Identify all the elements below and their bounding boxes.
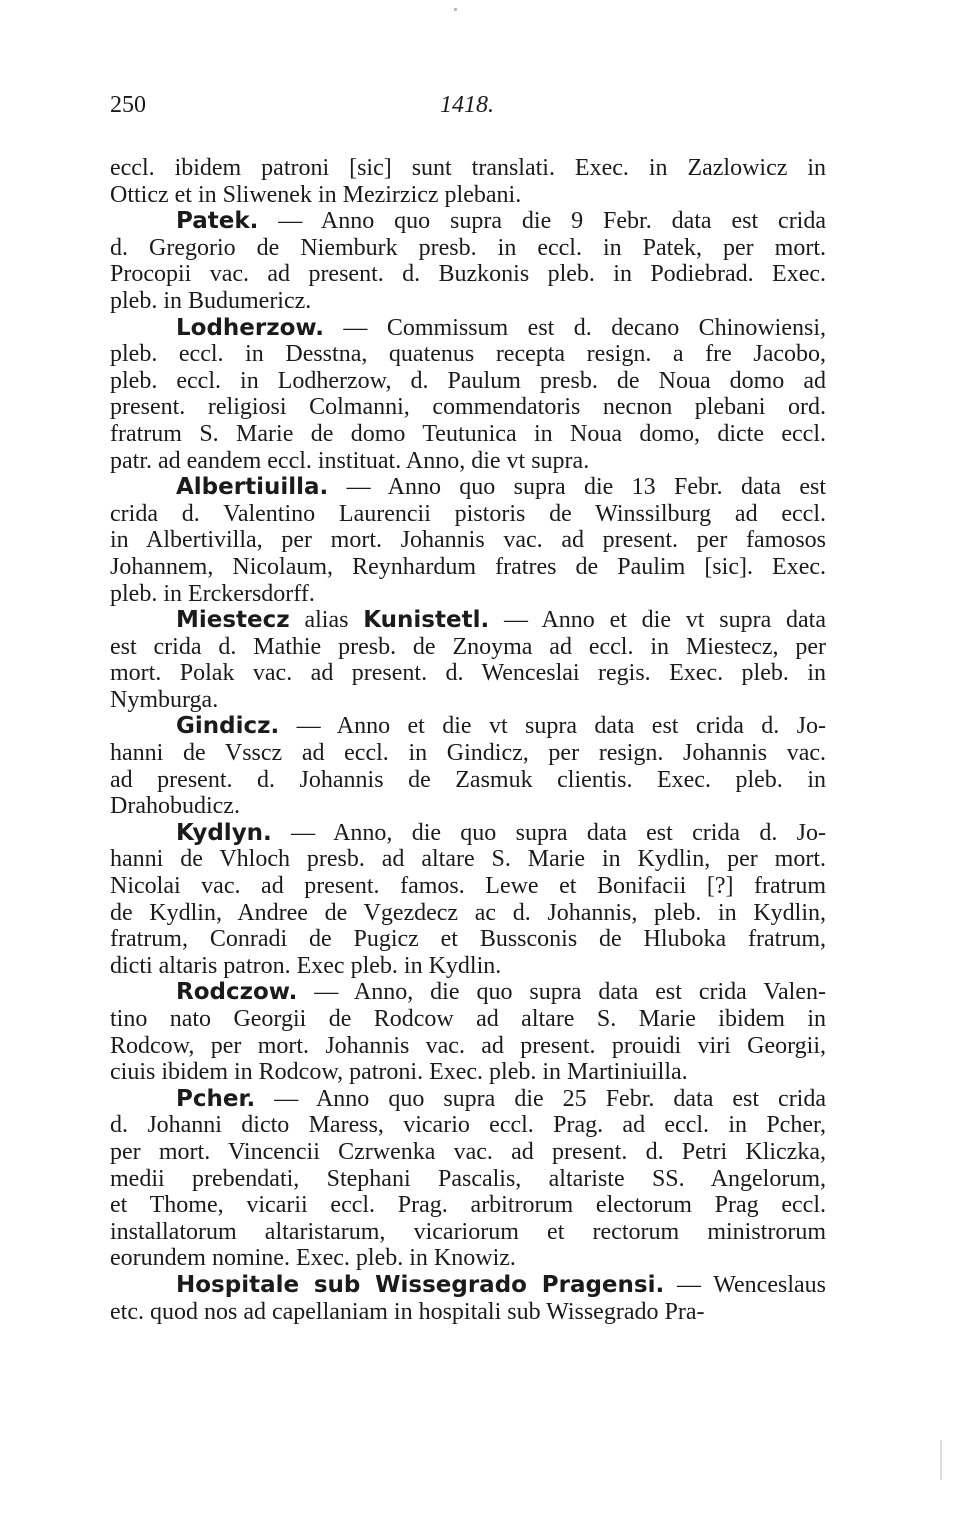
entry-first-line <box>110 607 826 634</box>
entry-heading: Miestecz <box>176 607 290 634</box>
entry-heading: Hospitale sub Wissegrado Pragensi. <box>176 1271 665 1298</box>
entry-first-line <box>110 713 826 740</box>
text-line: Johannem, Nicolaum, Reynhardum fratres de Paulim [sic]. Exec. <box>110 553 826 580</box>
text-line: pleb. in Erckersdorff. <box>110 580 315 607</box>
entry-first-line <box>110 208 826 235</box>
text-line: in Albertivilla, per mort. Johannis vac. ad present. per famosos <box>110 527 826 554</box>
text-line: de Kydlin, Andree de Vgezdecz ac d. Johannis, pleb. in Kydlin, <box>110 899 826 926</box>
entry-first-line <box>110 1272 826 1299</box>
entry-first-line <box>110 474 826 501</box>
text-line: dicti altaris patron. Exec pleb. in Kydlin. <box>110 952 502 979</box>
entry-first-line <box>110 1086 826 1113</box>
entry-heading: Albertiuilla. <box>176 474 329 501</box>
text-line: hanni de Vhloch presb. ad altare S. Marie in Kydlin, per mort. <box>110 846 826 873</box>
running-head-year: 1418. <box>440 92 494 118</box>
text-line: et Thome, vicarii eccl. Prag. arbitrorum electorum Prag eccl. <box>110 1192 826 1219</box>
entry-text: — Anno quo supra die 25 Febr. data est crida <box>255 1085 826 1112</box>
entry-heading: Lodherzow. <box>176 314 324 341</box>
page-header <box>110 92 826 126</box>
text-line: pleb. eccl. in Lodherzow, d. Paulum presb. de Noua domo ad <box>110 367 826 394</box>
text-line: ciuis ibidem in Rodcow, patroni. Exec. pleb. in Martiniuilla. <box>110 1059 688 1086</box>
text-line: eorundem nomine. Exec. pleb. in Knowiz. <box>110 1245 516 1272</box>
text-line: present. religiosi Colmanni, commendatoris necnon plebani ord. <box>110 394 826 421</box>
scan-mark <box>454 8 457 11</box>
entry-heading-alt: Kunistetl. <box>363 607 490 634</box>
text-line: Otticz et in Sliwenek in Mezirzicz plebani. <box>110 181 522 208</box>
text-line: est crida d. Mathie presb. de Znoyma ad eccl. in Miestecz, per <box>110 633 826 660</box>
entry-first-line <box>110 315 826 342</box>
entry-text: — Anno et die vt supra data est crida d. Jo- <box>279 713 826 740</box>
text-line: Procopii vac. ad present. d. Buzkonis pleb. in Podiebrad. Exec. <box>110 261 826 288</box>
text-line: Nymburga. <box>110 686 219 713</box>
entry-first-line <box>110 979 826 1006</box>
entry-heading: Kydlyn. <box>176 819 272 846</box>
entry-text: — Commissum est d. decano Chinowiensi, <box>323 314 826 341</box>
text-line: eccl. ibidem patroni [sic] sunt translati. Exec. in Zazlowicz in <box>110 155 826 181</box>
text-line: fratrum, Conradi de Pugicz et Bussconis de Hluboka fratrum, <box>110 926 826 953</box>
entry-heading: Patek. <box>176 208 259 235</box>
text-line: pleb. in Budumericz. <box>110 287 312 314</box>
entry-text: — Anno, die quo supra data est crida d. Jo- <box>271 819 826 846</box>
text-line: medii prebendati, Stephani Pascalis, altariste SS. Angelorum, <box>110 1165 826 1192</box>
scan-mark <box>940 1440 942 1480</box>
text-line: d. Gregorio de Niemburk presb. in eccl. in Patek, per mort. <box>110 234 826 261</box>
entry-first-line <box>110 820 826 847</box>
entry-text: — Anno quo supra die 13 Febr. data est <box>328 474 826 501</box>
text-line: d. Johanni dicto Maress, vicario eccl. Prag. ad eccl. in Pcher, <box>110 1112 826 1139</box>
text-line: etc. quod nos ad capellaniam in hospitali sub Wissegrado Pra- <box>110 1298 705 1325</box>
text-line: Nicolai vac. ad present. famos. Lewe et Bonifacii [?] fratrum <box>110 873 826 900</box>
body-text <box>110 155 826 1325</box>
entry-text: — Wenceslaus <box>664 1271 826 1298</box>
text-line: mort. Polak vac. ad present. d. Wenceslai regis. Exec. pleb. in <box>110 660 826 687</box>
text-line: Rodcow, per mort. Johannis vac. ad present. prouidi viri Georgii, <box>110 1032 826 1059</box>
text-line: crida d. Valentino Laurencii pistoris de Winssilburg ad eccl. <box>110 500 826 527</box>
text-line: installatorum altaristarum, vicariorum et rectorum ministrorum <box>110 1218 826 1245</box>
text-line: ad present. d. Johannis de Zasmuk clientis. Exec. pleb. in <box>110 766 826 793</box>
text-line: fratrum S. Marie de domo Teutunica in Noua domo, dicte eccl. <box>110 420 826 447</box>
entry-heading: Rodczow. <box>176 979 298 1006</box>
text-line: Drahobudicz. <box>110 793 240 820</box>
text-line: per mort. Vincencii Czrwenka vac. ad present. d. Petri Kliczka, <box>110 1138 826 1165</box>
entry-heading: Pcher. <box>176 1085 256 1112</box>
text-line: patr. ad eandem eccl. instituat. Anno, die vt supra. <box>110 447 590 474</box>
entry-text: — Anno et die vt supra data <box>489 607 826 634</box>
entry-heading: Gindicz. <box>176 713 280 740</box>
entry-heading-connector: alias <box>289 607 364 634</box>
page-number: 250 <box>110 92 146 118</box>
entry-text: — Anno quo supra die 9 Febr. data est crida <box>258 208 826 235</box>
text-line: pleb. eccl. in Desstna, quatenus recepta resign. a fre Jacobo, <box>110 341 826 368</box>
text-line: hanni de Vsscz ad eccl. in Gindicz, per resign. Johannis vac. <box>110 740 826 767</box>
text-line: tino nato Georgii de Rodcow ad altare S. Marie ibidem in <box>110 1006 826 1032</box>
entry-text: — Anno, die quo supra data est crida Valen- <box>297 979 826 1006</box>
